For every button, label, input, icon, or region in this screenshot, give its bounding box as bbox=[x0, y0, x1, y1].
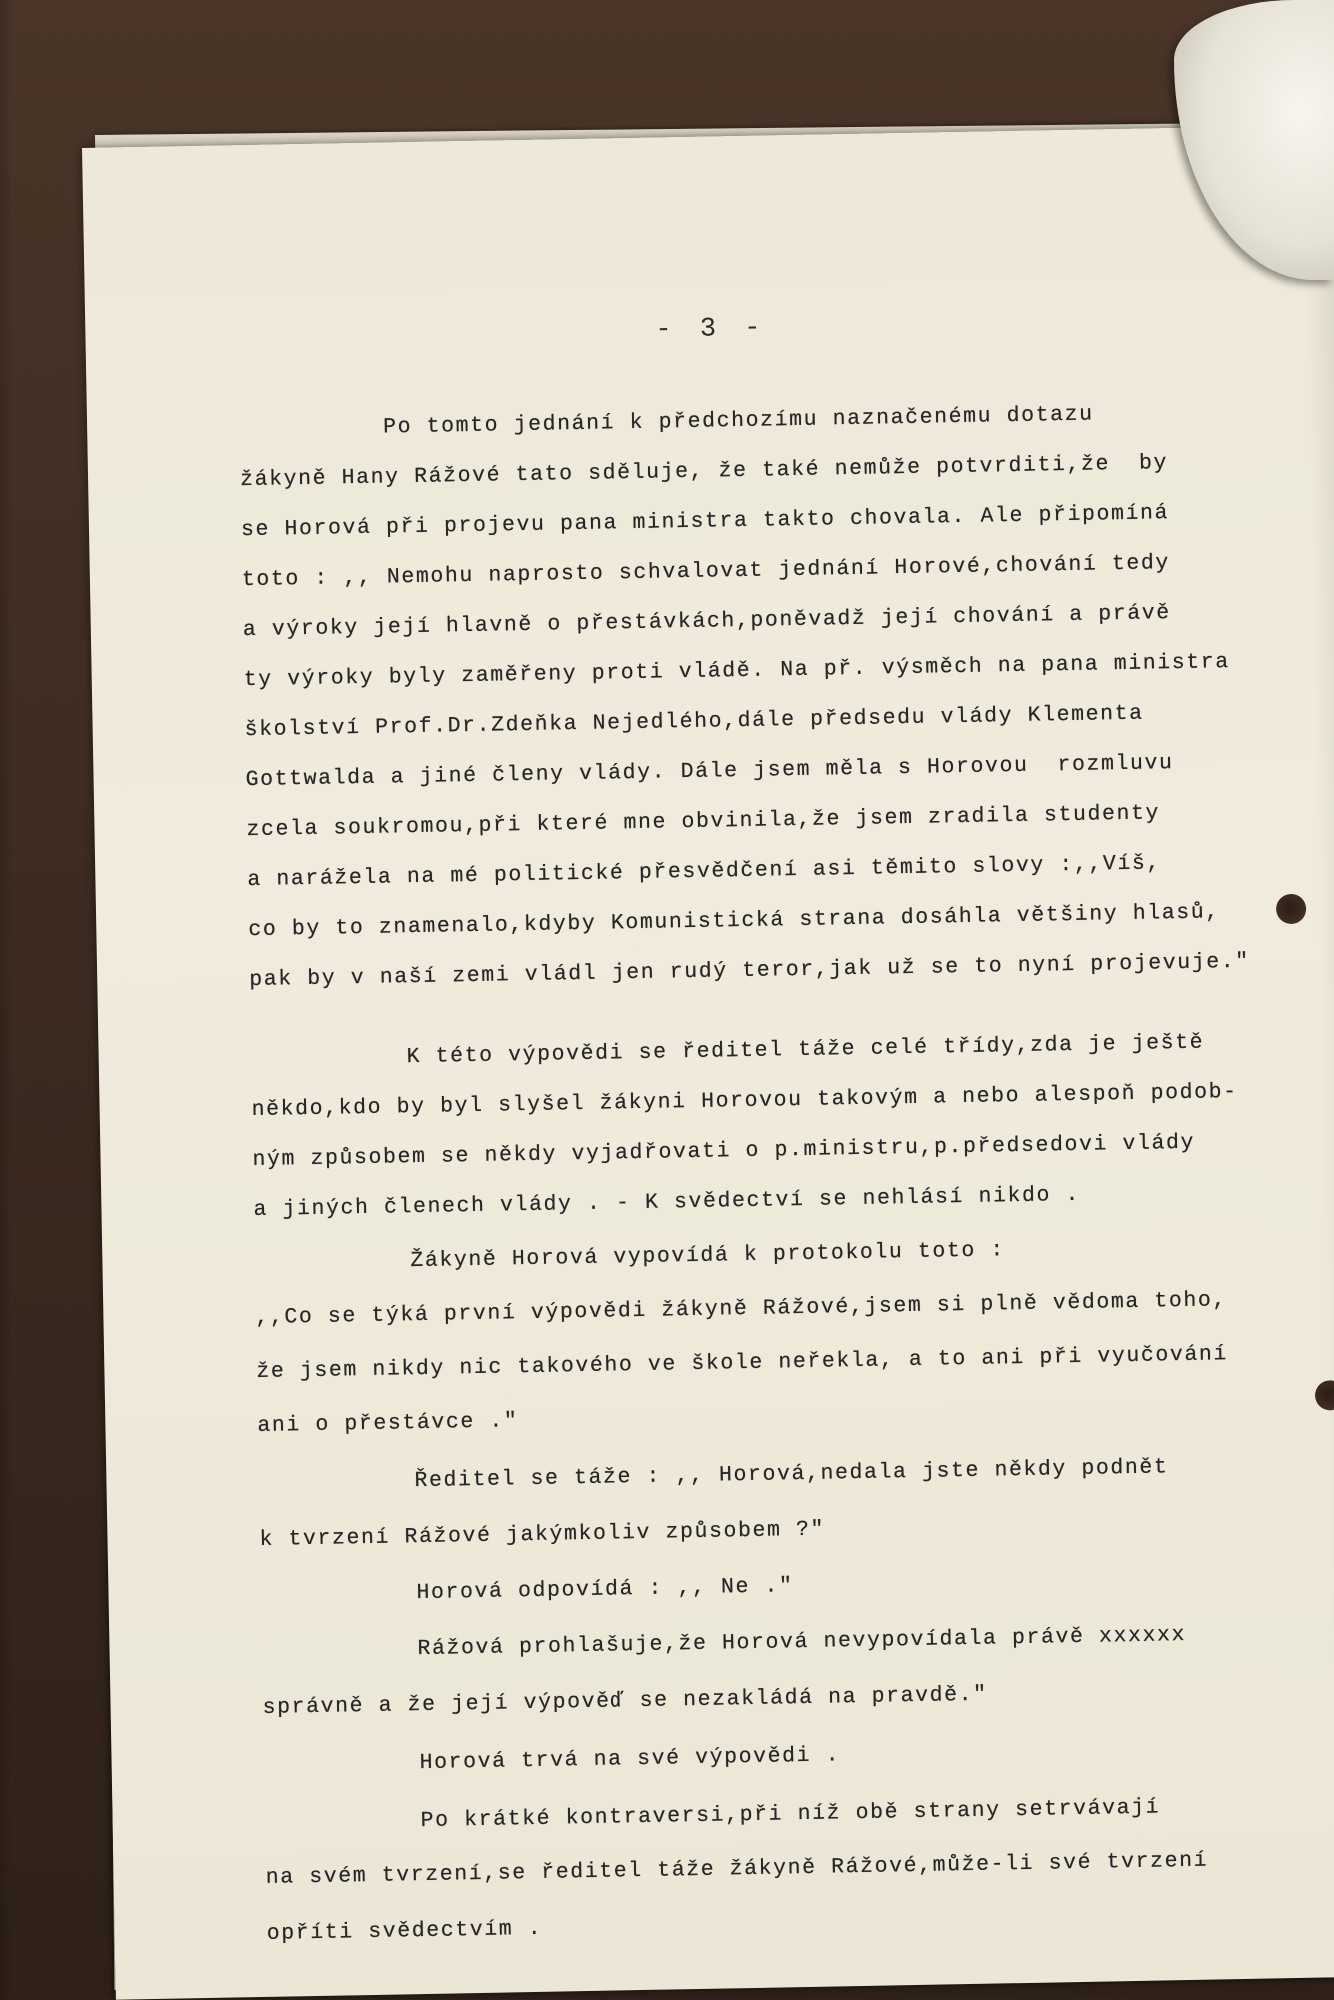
text-line: toto : ,, Nemohu naprosto schvalovat jednání Horové,chování tedy bbox=[241, 551, 1171, 593]
page-number: - 3 - bbox=[655, 313, 767, 346]
text-line: a výroky její hlavně o přestávkách,poněvadž její chování a právě bbox=[242, 601, 1172, 643]
text-line: co by to znamenalo,kdyby Komunistická strana dosáhla většiny hlasů, bbox=[248, 900, 1221, 943]
text-line: ným způsobem se někdy vyjadřovati o p.ministru,p.předsedovi vlády bbox=[252, 1130, 1196, 1173]
text-line: Gottwalda a jiné členy vlády. Dále jsem měla s Horovou rozmluvu bbox=[245, 751, 1174, 793]
text-line: že jsem nikdy nic takového ve škole neřekla, a to ani při vyučování bbox=[256, 1342, 1229, 1385]
text-line: školství Prof.Dr.Zdeňka Nejedlého,dále předsedu vlády Klementa bbox=[244, 701, 1144, 743]
text-line: ani o přestávce ." bbox=[257, 1409, 519, 1438]
text-line: správně a že její výpověď se nezakládá na pravdě." bbox=[262, 1682, 988, 1720]
text-line: Horová odpovídá : ,, Ne ." bbox=[416, 1574, 794, 1606]
text-line: pak by v naší zemi vládl jen rudý teror,jak už se to nyní projevuje." bbox=[249, 949, 1250, 993]
text-line: Ředitel se táže : ,, Horová,nedala jste někdy podnět bbox=[414, 1455, 1169, 1494]
text-line: Po krátké kontraversi,při níž obě strany setrvávají bbox=[420, 1795, 1161, 1834]
typewritten-page bbox=[82, 125, 1334, 2000]
text-line: Žákyně Horová vypovídá k protokolu toto : bbox=[410, 1238, 1006, 1274]
protocol-text bbox=[82, 125, 1334, 2000]
text-line: někdo,kdo by byl slyšel žákyni Horovou takovým a nebo alespoň podob- bbox=[251, 1079, 1238, 1123]
text-line: Horová trvá na své výpovědi . bbox=[419, 1743, 841, 1776]
text-line: ,,Co se týká první výpovědi žákyně Rážové,jsem si plně vědoma toho, bbox=[255, 1288, 1228, 1331]
text-line: Po tomto jednání k předchozímu naznačenému dotazu bbox=[382, 402, 1094, 440]
text-line: Rážová prohlašuje,že Horová nevypovídala právě xxxxxx bbox=[417, 1623, 1187, 1662]
text-line: k tvrzení Rážové jakýmkoliv způsobem ?" bbox=[259, 1517, 826, 1552]
text-line: a jiných členech vlády . - K svědectví se nehlásí nikdo . bbox=[253, 1182, 1081, 1223]
text-line: žákyně Hany Rážové tato sděluje, že také nemůže potvrditi,že by bbox=[239, 451, 1169, 493]
text-line: na svém tvrzení,se ředitel táže žákyně Rážové,může-li své tvrzení bbox=[265, 1848, 1209, 1890]
text-line: zcela soukromou,při které mne obvinila,že jsem zradila studenty bbox=[246, 801, 1161, 843]
text-line: opříti svědectvím . bbox=[266, 1916, 543, 1946]
text-line: K této výpovědi se ředitel táže celé třídy,zda je ještě bbox=[406, 1030, 1205, 1070]
text-line: ty výroky byly zaměřeny proti vládě. Na př. výsměch na pana ministra bbox=[243, 650, 1230, 693]
text-line: se Horová při projevu pana ministra takto chovala. Ale připomíná bbox=[240, 501, 1170, 543]
text-line: a narážela na mé politické přesvědčení asi těmito slovy :,,Víš, bbox=[247, 851, 1162, 893]
